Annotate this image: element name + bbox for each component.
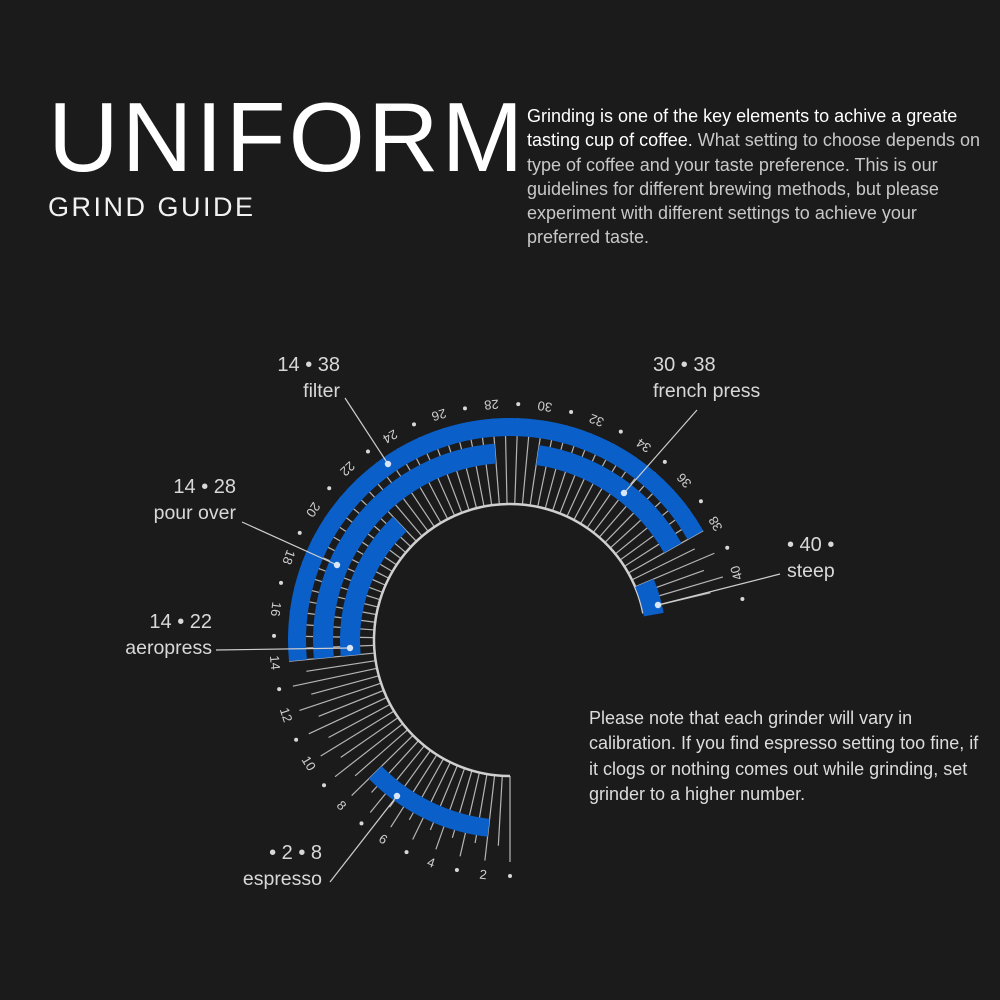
radial-tick-line <box>311 676 379 694</box>
tick-dot <box>699 499 703 503</box>
intro-highlight: Grinding is one of the key elements to achive a greate tasting cup of coffee. <box>527 106 958 151</box>
tick-dot <box>412 422 416 426</box>
inner-dial-arc <box>374 504 643 776</box>
leader-dot-espresso <box>394 793 400 799</box>
tick-dot <box>327 486 331 490</box>
tick-label: 26 <box>429 405 449 425</box>
tick-dot <box>366 450 370 454</box>
callout-pour-over <box>154 474 236 526</box>
tick-label: 8 <box>333 797 350 814</box>
leader-dot-aeropress <box>347 645 353 651</box>
radial-tick-line <box>306 661 375 672</box>
callout-name: aeropress <box>125 637 212 659</box>
tick-dot <box>463 406 467 410</box>
callout-range: • 2 • 8 <box>269 842 322 864</box>
callout-name: pour over <box>153 502 236 524</box>
tick-dot <box>516 402 520 406</box>
radial-tick-line <box>506 434 508 504</box>
tick-label: 4 <box>425 854 438 871</box>
tick-label: 12 <box>276 705 296 725</box>
callout-range: 14 • 38 <box>277 354 340 376</box>
leader-line-filter <box>345 398 388 464</box>
page-title: UNIFORM <box>48 82 527 192</box>
radial-tick-line <box>522 435 528 505</box>
tick-label: 24 <box>380 426 401 447</box>
tick-label: 28 <box>483 396 500 413</box>
callout-name: filter <box>303 380 340 402</box>
tick-label: 2 <box>478 866 488 883</box>
callout-aeropress <box>125 609 212 661</box>
tick-label: 36 <box>673 470 695 491</box>
tick-label: 30 <box>536 398 554 416</box>
tick-label: 6 <box>376 830 391 848</box>
tick-label: 16 <box>267 601 285 618</box>
leader-dot-filter <box>385 461 391 467</box>
tick-dot <box>279 581 283 585</box>
tick-label: 18 <box>279 547 299 567</box>
tick-dot <box>277 687 281 691</box>
radial-tick-line <box>341 718 399 758</box>
callout-name: espresso <box>242 868 322 890</box>
tick-dot <box>569 410 573 414</box>
callout-range: 14 • 22 <box>149 611 212 633</box>
tick-label: 20 <box>302 499 324 520</box>
radial-tick-line <box>321 711 394 756</box>
tick-dot <box>294 738 298 742</box>
callout-french-press <box>653 352 760 404</box>
tick-label: 22 <box>337 458 358 480</box>
callout-range: • 40 • <box>787 534 835 556</box>
tick-dot <box>740 597 744 601</box>
callout-espresso <box>243 840 322 892</box>
callout-range: 14 • 28 <box>173 476 236 498</box>
tick-dot <box>455 868 459 872</box>
tick-dot <box>663 460 667 464</box>
radial-tick-line <box>485 775 495 860</box>
tick-dot <box>619 430 623 434</box>
tick-dot <box>322 783 326 787</box>
leader-dot-steep <box>655 602 661 608</box>
tick-label: 38 <box>705 513 726 534</box>
intro-body: What setting to choose depends on type of coffee and your taste preference. This is our guidelines for different brewing methods, but please experiment with different settings to achieve your preferred taste. <box>527 130 980 248</box>
tick-label: 34 <box>633 435 654 456</box>
callout-name: steep <box>787 560 835 582</box>
tick-dot <box>359 821 363 825</box>
tick-label: 40 <box>727 563 746 583</box>
page-subtitle: GRIND GUIDE <box>48 192 256 222</box>
callout-range: 30 • 38 <box>653 354 716 376</box>
tick-dot <box>508 874 512 878</box>
callout-name: french press <box>653 380 761 402</box>
calibration-note: Please note that each grinder will vary in calibration. If you find espresso setting too fine, if it clogs or nothing comes out while grinding, set grinder to a higher number. <box>589 708 979 804</box>
band-espresso <box>369 766 490 837</box>
leader-dot-french-press <box>621 490 627 496</box>
tick-label: 10 <box>298 753 319 774</box>
radial-tick-line <box>498 776 502 846</box>
tick-label: 14 <box>266 654 284 671</box>
tick-dot <box>405 850 409 854</box>
tick-dot <box>725 546 729 550</box>
leader-dot-pour-over <box>334 562 340 568</box>
tick-dot <box>298 531 302 535</box>
radial-tick-line <box>293 668 377 686</box>
callout-steep <box>787 532 835 584</box>
callout-filter <box>277 352 340 404</box>
tick-dot <box>272 634 276 638</box>
tick-label: 32 <box>587 410 606 431</box>
